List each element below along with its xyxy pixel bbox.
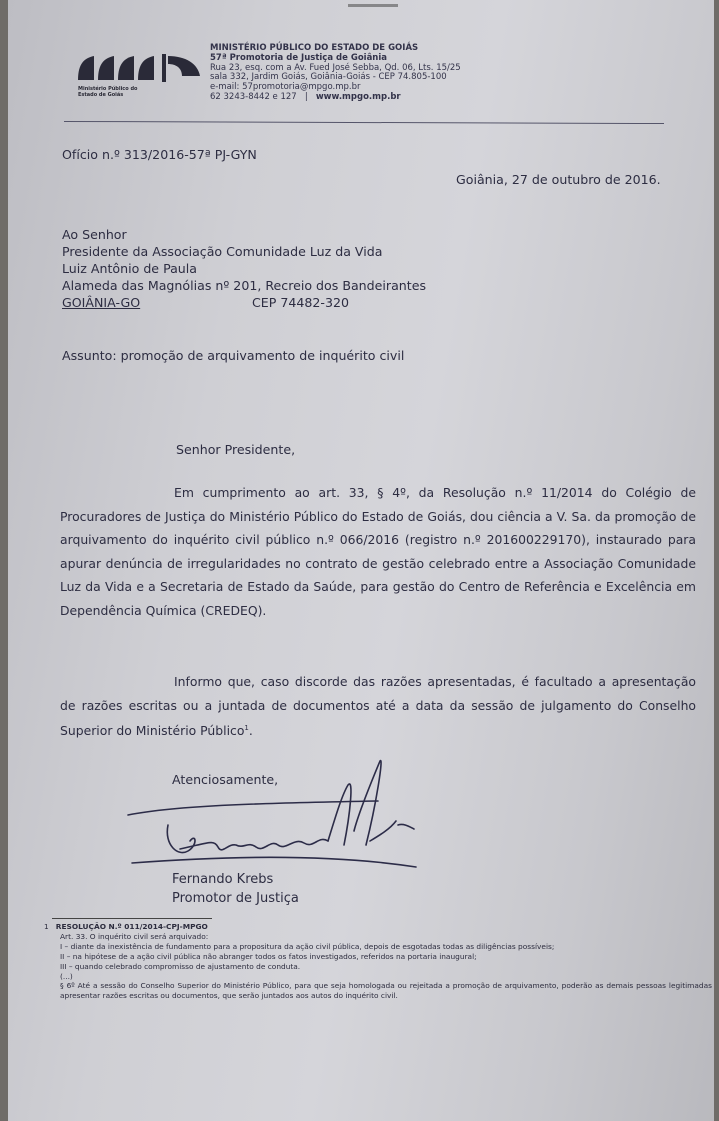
logo-caption: Ministério Público do Estado de Goiás: [78, 86, 138, 98]
letter-greeting: Senhor Presidente,: [176, 442, 296, 457]
footnote-line-6: § 6º Até a sessão do Conselho Superior do Ministério Público, para que seja homologada ou rejeitada a promoção de arquivamento, poderão as demais pessoas legitimadas apresentar razões escritas ou documentos, que serão juntados aos autos do inquérito civil.: [60, 981, 712, 1001]
recipient-city: GOIÂNIA-GO: [62, 295, 141, 310]
recipient-salutation: Ao Senhor: [62, 227, 127, 242]
letter-reference: Ofício n.º 313/2016-57ª PJ-GYN: [62, 147, 257, 162]
recipient-city-line: [62, 294, 426, 311]
handwritten-signature: [118, 755, 438, 875]
address-line-1: Rua 23, esq. com a Av. Fued José Sebba, Qd. 06, Lts. 15/25: [210, 62, 461, 73]
footnote-title-line: [44, 922, 712, 932]
letter-date: Goiânia, 27 de outubro de 2016.: [456, 172, 661, 187]
phone: 62 3243-8442 e 127: [210, 91, 297, 102]
recipient-cep: CEP 74482-320: [252, 295, 349, 310]
contact-line: [210, 93, 461, 103]
email-line: e-mail: 57promotoria@mpgo.mp.br: [210, 82, 361, 93]
letterhead: [210, 44, 461, 103]
org-name: MINISTÉRIO PÚBLICO DO ESTADO DE GOIÁS: [210, 43, 419, 53]
signer-name: Fernando Krebs: [172, 872, 274, 887]
footnote: [44, 922, 712, 1001]
body-paragraph-2-text: Informo que, caso discorde das razões apresentadas, é facultado a apresentação de razões escritas ou a juntada de documentos até a data da sessão de julgamento do Conselho Superior do Ministério Público: [60, 674, 696, 739]
body-paragraph-2: [60, 670, 696, 743]
recipient-title: Presidente da Associação Comunidade Luz da Vida: [62, 244, 383, 259]
recipient-street: Alameda das Magnólias nº 201, Recreio dos Bandeirantes: [62, 278, 427, 293]
body-paragraph-1-text: Em cumprimento ao art. 33, § 4º, da Resolução n.º 11/2014 do Colégio de Procuradores de Justiça do Ministério Público do Estado de Goiás, dou ciência a V. Sa. da promoção de arquivamento do inquérito civil público n.º 066/2016 (registro n.º 201600229170), instaurado para apurar denúncia de irregularidades no contrato de gestão celebrado entre a Associação Comunidade Luz da Vida e a Secretaria de Estado da Saúde, para gestão do Centro de Referência e Excelência em Dependência Química (CREDEQ).: [60, 485, 696, 618]
separator: |: [304, 91, 308, 102]
body-paragraph-1: [60, 481, 696, 623]
page-edge-mark: [348, 4, 398, 7]
footnote-line-5: (...): [60, 971, 73, 981]
footnote-line-1: Art. 33. O inquérito civil será arquivado:: [60, 931, 209, 941]
footnote-ref: 1: [244, 724, 249, 733]
document-page: [8, 0, 714, 1121]
footnote-line-3: II – na hipótese de a ação civil pública não abranger todos os fatos investigados, referidos na portaria inaugural;: [60, 951, 477, 961]
website: www.mpgo.mp.br: [315, 91, 401, 102]
mpgo-logo: [76, 50, 204, 108]
body-paragraph-2-end: .: [248, 723, 253, 739]
footnote-line-4: III – quando celebrado compromisso de ajustamento de conduta.: [60, 961, 301, 971]
closing: Atenciosamente,: [172, 772, 279, 787]
letter-subject: Assunto: promoção de arquivamento de inquérito civil: [62, 348, 405, 363]
address-line-2: sala 332, Jardim Goiás, Goiânia-Goiás - CEP 74.805-100: [210, 72, 447, 83]
footnote-rule: [52, 918, 212, 919]
recipient-block: [62, 226, 426, 311]
header-rule: [64, 121, 664, 124]
recipient-name: Luiz Antônio de Paula: [62, 261, 198, 276]
mpgo-logo-icon: [76, 50, 204, 86]
footnote-line-2: I – diante da inexistência de fundamento para a propositura da ação civil pública, depois de esgotadas todas as diligências possíveis;: [60, 941, 555, 951]
footnote-number: 1: [44, 922, 49, 931]
promotoria-name: 57ª Promotoria de Justiça de Goiânia: [210, 52, 388, 63]
signer-block: [172, 870, 299, 908]
signer-role: Promotor de Justiça: [172, 891, 299, 906]
footnote-title: RESOLUÇÃO N.º 011/2014-CPJ-MPGO: [55, 922, 208, 931]
